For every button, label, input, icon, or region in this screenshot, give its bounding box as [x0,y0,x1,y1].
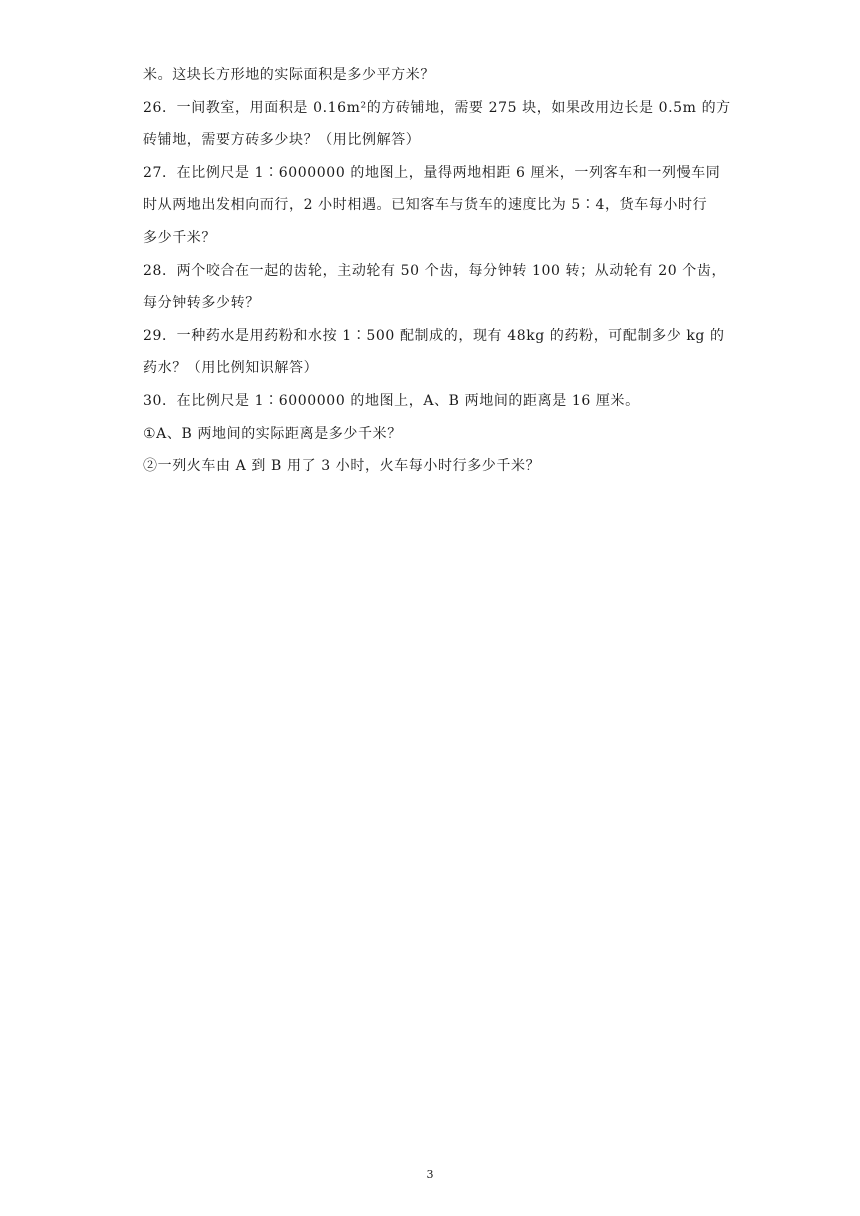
problem-26-line-1: 26．一间教室，用面积是 0.16m²的方砖铺地，需要 275 块，如果改用边长是 0.5m 的方 [143,99,731,116]
problem-30-subquestion-2: ②一列火车由 A 到 B 用了 3 小时，火车每小时行多少千米？ [143,458,541,475]
problem-28-line-1: 28．两个咬合在一起的齿轮，主动轮有 50 个齿，每分钟转 100 转；从动轮有 20 个齿， [143,262,727,279]
page-number: 3 [426,1168,434,1181]
problem-27-line-1: 27．在比例尺是 1∶6000000 的地图上，量得两地相距 6 厘米，一列客车和一列慢车同 [143,164,721,181]
problem-30-subquestion-1: ①A、B 两地间的实际距离是多少千米？ [143,425,402,442]
problem-30-line-1: 30．在比例尺是 1∶6000000 的地图上，A、B 两地间的距离是 16 厘米。 [143,392,640,409]
problem-text-block [143,66,731,490]
problem-28-line-2: 每分钟转多少转？ [143,295,260,312]
problem-27-line-2: 时从两地出发相向而行，2 小时相遇。已知客车与货车的速度比为 5∶4，货车每小时行 [143,197,708,214]
problem-26-line-2: 砖铺地，需要方砖多少块？（用比例解答） [143,132,421,149]
problem-29-line-1: 29．一种药水是用药粉和水按 1∶500 配制成的，现有 48kg 的药粉，可配制多少 kg 的 [143,327,725,344]
problem-29-line-2: 药水？（用比例知识解答） [143,360,319,377]
problem-27-line-3: 多少千米？ [143,229,216,246]
problem-25-continuation-line: 米。这块长方形地的实际面积是多少平方米？ [143,67,435,83]
